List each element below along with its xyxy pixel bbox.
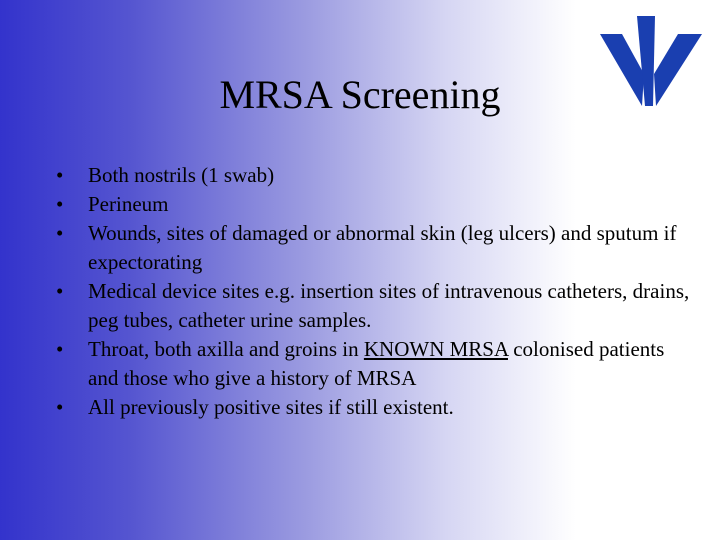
bullet-text: Both nostrils (1 swab) (88, 163, 275, 187)
bullet-marker: • (56, 192, 64, 216)
slide-title: MRSA Screening (219, 72, 501, 117)
bullet-text: Medical device sites e.g. insertion sites of intravenous catheters, drains, peg tubes, catheter urine samples. (88, 279, 690, 332)
bullet-item (56, 219, 696, 277)
bullet-marker: • (56, 163, 64, 187)
bullet-item (56, 190, 696, 219)
bullet-marker: • (56, 337, 64, 361)
bullet-item (56, 393, 696, 422)
bullet-text-before: Throat, both axilla and groins in (88, 337, 364, 361)
bullet-marker: • (56, 221, 64, 245)
bullet-list (56, 161, 696, 422)
known-mrsa-emphasis: KNOWN MRSA (363, 337, 508, 361)
bullet-item (56, 277, 696, 335)
bullet-text: Wounds, sites of damaged or abnormal skin (leg ulcers) and sputum if expectorating (88, 221, 677, 274)
bullet-marker: • (56, 395, 64, 419)
bullet-text-after: colonised patients and those who give a history of MRSA (88, 337, 665, 390)
bullet-item (56, 335, 696, 393)
bullet-marker: • (56, 279, 64, 303)
bullet-item (56, 161, 696, 190)
bullet-text: Perineum (88, 192, 169, 216)
bullet-text: All previously positive sites if still existent. (88, 395, 454, 419)
